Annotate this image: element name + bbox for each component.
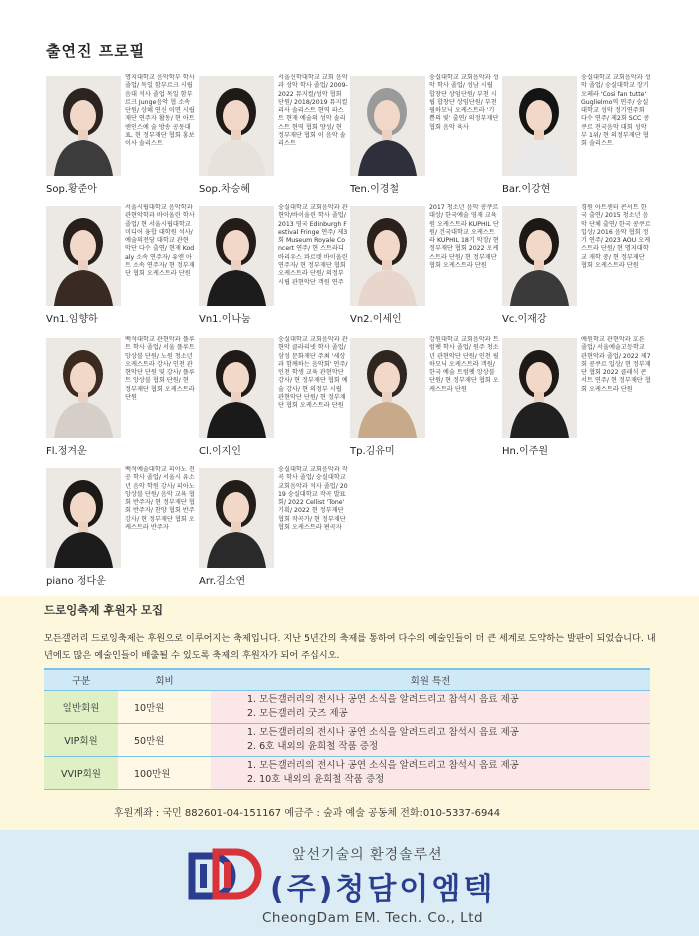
- performer-card: [350, 76, 498, 206]
- header-benefits: 회원 특전: [211, 669, 650, 691]
- performer-name: Bar.이강현: [502, 184, 551, 195]
- portrait-image: [502, 338, 577, 438]
- performer-name: Vc.이재강: [502, 314, 547, 325]
- table-row: [44, 757, 650, 790]
- performer-name: Hn.이주원: [502, 446, 549, 457]
- performer-name: Fl.정겨운: [46, 446, 87, 457]
- price-cell: 50만원: [118, 724, 211, 757]
- sponsor-description: 모든갤러리 드로잉축제는 후원으로 이루어지는 축제입니다. 지난 5년간의 축제를 통하여 다수의 예술인들이 더 큰 세계로 도약하는 발판이 되었습니다. 내년에도 많은 예술인들이 배출될 수 있도록 축제의 후원자가 되어 주십시오.: [44, 633, 656, 661]
- performer-card: [502, 206, 650, 336]
- benefit-line: 2. 6호 내외의 윤희철 작품 증정: [247, 741, 379, 752]
- performer-name: Cl.이지인: [199, 446, 241, 457]
- performer-bio: 명지대학교 음악학부 학사 졸업/ 독일 함부르크 시립 음대 석사 졸업 독일 함부르크 Junge음악 협 소속 단원/ 상해 연신 이면 시립 재단 연주자 활동/ 현 아트앤인스예 술 방송 공동대표, 현 정부재단 협회 홍보 이사 솔리스트: [125, 74, 195, 148]
- portrait-image: [350, 206, 425, 306]
- grade-cell: 일반회원: [44, 691, 118, 724]
- performer-name: Vn1.이나눔: [199, 314, 251, 325]
- sponsor-banner: [0, 830, 699, 936]
- performer-card: [199, 206, 347, 336]
- performer-card: [46, 468, 194, 598]
- portrait-image: [350, 76, 425, 176]
- portrait-image: [502, 76, 577, 176]
- performer-name: Vn2.이세인: [350, 314, 402, 325]
- performer-bio: 강원대학교 교회음악과 트럼펫 학사 졸업/ 원주 청소년 관현악단 단원/ 인천 필하모닉 오케스트라 객원/ 한국 예술 트럼펫 앙상블 단원/ 현 정부재단 협회 오케스트라 단원: [429, 336, 499, 393]
- portrait-image: [199, 76, 274, 176]
- performer-bio: 숭실대학교 교회음악과 작곡 학사 졸업/ 숭실대학교 교회음악과 석사 졸업/ 2019 숭실대학교 작곡 발표회/ 2022 Cellist 'Tone' 기획/ 2022 현 정부재단 협회 작곡가/ 현 정부재단 협회 오케스트라 편곡자: [278, 466, 348, 532]
- performer-photo: [502, 338, 577, 438]
- price-cell: 100만원: [118, 757, 211, 790]
- performer-name: Vn1.임향하: [46, 314, 98, 325]
- performer-photo: [350, 338, 425, 438]
- benefit-line: 2. 모든갤러리 굿즈 제공: [247, 708, 348, 719]
- table-row: [44, 691, 650, 724]
- portrait-image: [199, 468, 274, 568]
- performer-photo: [350, 76, 425, 176]
- benefit-line: 1. 모든갤러리의 전시나 공연 소식을 알려드리고 참석시 음료 제공: [247, 694, 519, 705]
- grade-cell: VVIP회원: [44, 757, 118, 790]
- performer-bio: 숭실대학교 교회음악과 관현악 클라리넷 학사 졸업/ 삼성 문화재단 주최 '세상과 함께하는 음악회' 연주/ 인천 학생 교육 관현악단 강사/ 현 정부재단 협회 예술 강사/ 현 의정부 시립 관현악단 단원/ 현 정부재단 협회 오케스트라 단원: [278, 336, 348, 410]
- performer-card: [199, 76, 347, 206]
- table-row: [44, 724, 650, 757]
- performer-bio: 서울신학대학교 교회 음악과 성악 학사 졸업/ 2009-2022 뮤지컬/성악 협회 단원/ 2018/2019 뮤지컬 리사 솔리스트 현역 파스트 현재 예술의 성악 솔리스트 현역 협회 양성/ 현 정부재단 협회 이 음악 솔리스트: [278, 74, 348, 148]
- company-logo-icon: [186, 848, 264, 904]
- performer-bio: 숭실대학교 교회음악과 성악 졸업/ 숭실대학교 장기오페라 'Cosi fan tutte' Guglielmo역 연주/ 숭실대학교 성악 정기연주회 다수 연주/ 제2회 SCC 콩쿠르 전국음악 대회 성악부 1위/ 현 의정부재단 협회 솔리스트: [581, 74, 651, 148]
- company-name-english: CheongDam EM. Tech. Co., Ltd: [262, 910, 484, 926]
- performer-photo: [46, 206, 121, 306]
- performer-bio: 2017 청소년 음악 콩쿠르 대상/ 한국예술 영재 교육원 오케스트라 KUPHIL 단원/ 건국대학교 오케스트라 KUPHIL 18기 악장/ 현 정부재단 협회 2022 오케스트라 단원/ 현 정부재단 협회 오케스트라 단원: [429, 204, 499, 270]
- performer-bio: 숭실대학교 교회음악과 관현악/바이올린 학사 졸업/ 2013 영국 Edinburgh Festival Fringe 연주/ 제3회 Museum Royale Concert 연주/ 현 스트라디바리우스 콰르텟 바이올린 연주자/ 현 정부재단 협회 오케스트라 단원/ 의정부 시립 관현악단 객원 연주: [278, 204, 348, 286]
- sponsor-recruit-section: [0, 596, 699, 830]
- performer-name: Tp.김유미: [350, 446, 395, 457]
- performer-photo: [199, 338, 274, 438]
- performer-bio: 백석대학교 관현악과 플루트 학사 졸업/ 서울 플루트 앙상블 단원/ 노원 청소년 오케스트라 강사/ 인천 관현악단 단원 및 강사/ 플루트 앙상블 협회 단원/ 현 정부재단 협회 오케스트라 단원: [125, 336, 195, 402]
- sponsor-title: 드로잉축제 후원자 모집: [44, 603, 164, 617]
- portrait-image: [199, 206, 274, 306]
- performer-photo: [199, 468, 274, 568]
- company-name-korean: (주)청담이엠텍: [270, 872, 496, 907]
- performer-photo: [46, 76, 121, 176]
- performer-photo: [46, 468, 121, 568]
- performer-photo: [350, 206, 425, 306]
- portrait-image: [199, 338, 274, 438]
- performer-card: [199, 468, 347, 598]
- benefit-cell: [211, 691, 650, 724]
- performer-bio: 백석예술대학교 피아노 전공 학사 졸업/ 서울시 유소년 음악 학원 강사/ 피아노 앙상블 단원/ 음악 교육 협회 반주자/ 현 정부재단 협회 반주자/ 찬양 협회 반주 강사/ 현 정부재단 협회 오케스트라 반주자: [125, 466, 195, 532]
- performer-name: Arr.김소연: [199, 576, 246, 587]
- performer-bio: 서울시립대학교 음악학과 관현악학과 바이올린 학사 졸업/ 현 서울시립대학교 미디어 융합 대학원 석사/ 예술의전당 대학교 관현 악단 다수 출연/ 현재 Kodaly 소속 연주자/ 유엔 아트 소속 연주자/ 현 정부재단 협회 오케스트라 단원: [125, 204, 195, 278]
- price-cell: 10만원: [118, 691, 211, 724]
- benefit-line: 2. 10호 내외의 윤희철 작품 증정: [247, 774, 385, 785]
- performer-card: [46, 338, 194, 468]
- performer-bio: 숭실대학교 교회음악과 성악 학사 졸업/ 성남 시립 합창단 상임단원/ 부천 시립 합창단 상임단원/ 부천 필하모닉 오케스트라 '기쁨의 빛' 출연/ 의정부재단 협회 음악 육사: [429, 74, 499, 131]
- benefit-line: 1. 모든갤러리의 전시나 공연 소식을 알려드리고 참석시 음료 제공: [247, 727, 519, 738]
- performer-card: [46, 206, 194, 336]
- portrait-image: [350, 338, 425, 438]
- account-info: 후원계좌 : 국민 882601-04-151167 예금주 : 숲과 예술 공동체 전화:010-5337-6944: [114, 808, 501, 819]
- performer-card: [502, 76, 650, 206]
- performer-photo: [502, 206, 577, 306]
- performer-card: [199, 338, 347, 468]
- performer-name: Sop.차승혜: [199, 184, 250, 195]
- portrait-image: [46, 338, 121, 438]
- company-slogan: 앞선기술의 환경솔루션: [292, 847, 443, 863]
- performer-photo: [199, 206, 274, 306]
- performer-photo: [199, 76, 274, 176]
- benefit-line: 1. 모든갤러리의 전시나 공연 소식을 알려드리고 참석시 음료 제공: [247, 760, 519, 771]
- performer-bio: 경원 아트센터 콘서트 한국 출연/ 2015 청소년 음악 단체 출연/ 한국 콩쿠르 입상/ 2016 음악 협회 정기 연주/ 2023 AOU 오케스트라 단원/ 현 명지대학교 재학 중/ 현 정부재단 협회 오케스트라 단원: [581, 204, 651, 270]
- performer-card: [46, 76, 194, 206]
- header-grade: 구분: [44, 669, 118, 691]
- page-title: 출연진 프로필: [46, 42, 146, 60]
- performer-bio: 예원학교 관현악과 호른 졸업/ 서울예술고등학교 관현악과 졸업/ 2022 제7회 콩쿠르 입상/ 현 정부재단 협회 2022 클래식 콘서트 연주/ 현 정부재단 협회 오케스트라 단원: [581, 336, 651, 393]
- portrait-image: [46, 468, 121, 568]
- performer-card: [350, 206, 498, 336]
- benefit-cell: [211, 724, 650, 757]
- performer-photo: [46, 338, 121, 438]
- grade-cell: VIP회원: [44, 724, 118, 757]
- performer-name: Ten.이경철: [350, 184, 400, 195]
- performer-card: [502, 338, 650, 468]
- performer-name: piano 정다운: [46, 576, 106, 587]
- performer-card: [350, 338, 498, 468]
- membership-table: [44, 668, 650, 790]
- portrait-image: [502, 206, 577, 306]
- portrait-image: [46, 76, 121, 176]
- benefit-cell: [211, 757, 650, 790]
- portrait-image: [46, 206, 121, 306]
- performer-name: Sop.황준아: [46, 184, 97, 195]
- performer-photo: [502, 76, 577, 176]
- header-fee: 회비: [118, 669, 211, 691]
